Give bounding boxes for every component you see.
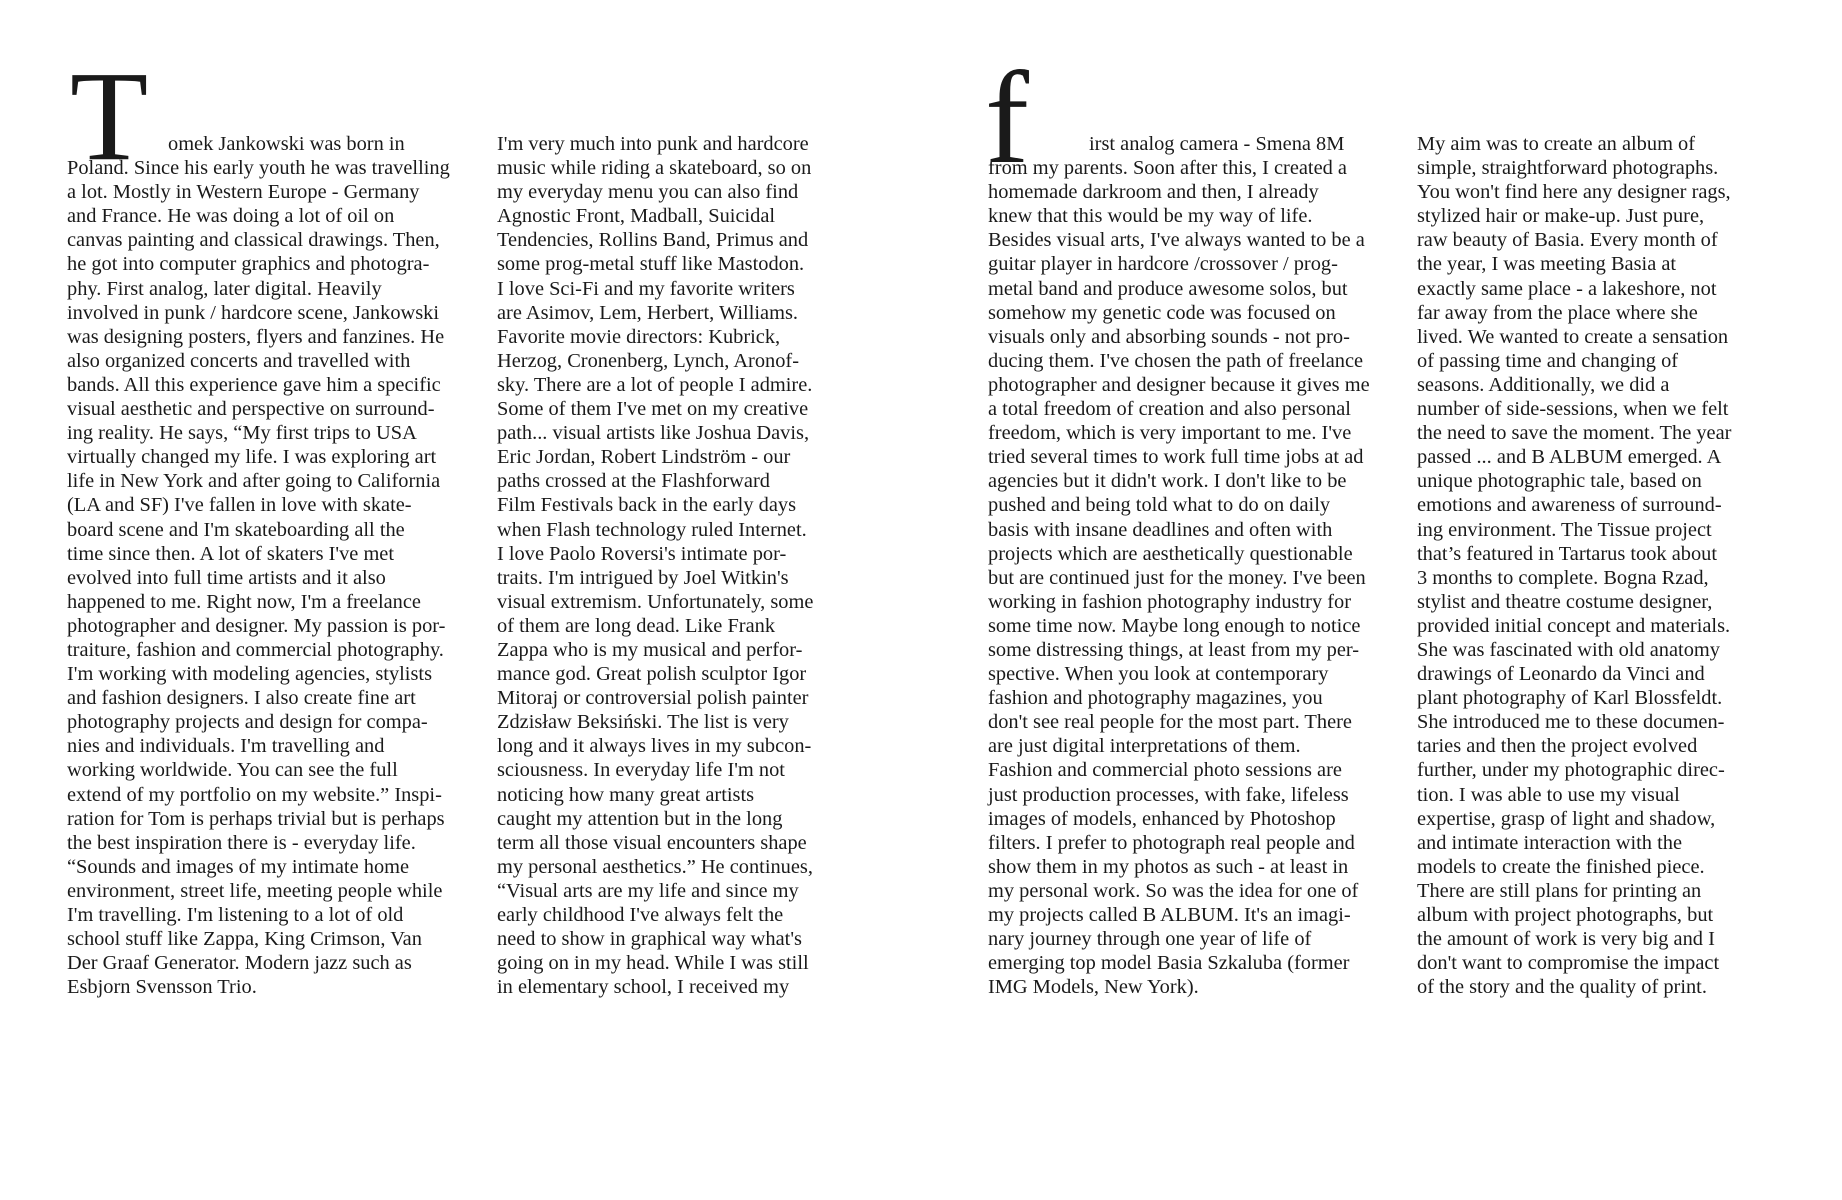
text-line: stylized hair or make-up. Just pure, — [1417, 205, 1705, 228]
text-line: omek Jankowski was born in — [168, 133, 405, 155]
text-line: photography projects and design for compa- — [67, 711, 428, 734]
text-line: a total freedom of creation and also personal — [988, 398, 1351, 421]
text-line: working in fashion photography industry for — [988, 590, 1352, 613]
text-line: somehow my genetic code was focused on — [988, 301, 1336, 324]
text-line: of them are long dead. Like Frank — [497, 614, 776, 637]
text-line: freedom, which is very important to me. I've — [988, 422, 1352, 445]
text-line: far away from the place where she — [1417, 301, 1698, 324]
text-line: agencies but it didn't work. I don't like to be — [988, 470, 1347, 493]
text-line: filters. I prefer to photograph real people and — [988, 831, 1355, 854]
text-line: knew that this would be my way of life. — [988, 205, 1313, 228]
text-line: are Asimov, Lem, Herbert, Williams. — [497, 301, 798, 324]
text-line: visual aesthetic and perspective on surround- — [67, 398, 435, 421]
text-line: when Flash technology ruled Internet. — [497, 518, 807, 541]
text-line: long and it always lives in my subcon- — [497, 735, 812, 758]
text-line: term all those visual encounters shape — [497, 831, 807, 854]
text-line: She introduced me to these documen- — [1417, 711, 1725, 734]
text-line: spective. When you look at contemporary — [988, 663, 1329, 686]
text-line: I'm very much into punk and hardcore — [497, 133, 809, 155]
text-line: passed ... and B ALBUM emerged. A — [1417, 446, 1722, 469]
text-line: environment, street life, meeting people while — [67, 879, 443, 902]
text-line: Esbjorn Svensson Trio. — [67, 976, 257, 999]
text-line: but are continued just for the money. I've been — [988, 566, 1366, 589]
text-line: some distressing things, at least from my per- — [988, 638, 1360, 661]
text-line: Fashion and commercial photo sessions are — [988, 759, 1342, 782]
text-line: IMG Models, New York). — [988, 976, 1199, 999]
text-line: seasons. Additionally, we did a — [1417, 373, 1670, 396]
text-line: projects which are aesthetically questionable — [988, 542, 1353, 565]
text-line: sciousness. In everyday life I'm not — [497, 759, 785, 782]
text-line: the amount of work is very big and I — [1417, 928, 1715, 951]
text-line: also organized concerts and travelled with — [67, 349, 411, 372]
text-line: visual extremism. Unfortunately, some — [497, 590, 814, 613]
text-line: of passing time and changing of — [1417, 349, 1679, 372]
text-line: school stuff like Zappa, King Crimson, Van — [67, 928, 422, 951]
text-line: was designing posters, flyers and fanzines. He — [67, 325, 445, 348]
text-line: the best inspiration there is - everyday life. — [67, 831, 416, 854]
text-line: and fashion designers. I also create fine art — [67, 687, 416, 710]
text-line: taries and then the project evolved — [1417, 735, 1698, 758]
text-line: going on in my head. While I was still — [497, 952, 809, 975]
text-line: number of side-sessions, when we felt — [1417, 398, 1729, 421]
text-line: show them in my photos as such - at least in — [988, 855, 1349, 878]
text-line: my personal aesthetics.” He continues, — [497, 855, 813, 878]
text-line: ducing them. I've chosen the path of freelance — [988, 349, 1364, 372]
text-line: some time now. Maybe long enough to notice — [988, 614, 1361, 637]
text-line: time since then. A lot of skaters I've met — [67, 542, 395, 565]
text-line: photographer and designer. My passion is por- — [67, 614, 446, 637]
text-line: happened to me. Right now, I'm a freelance — [67, 590, 421, 613]
text-line: unique photographic tale, based on — [1417, 470, 1702, 493]
text-line: evolved into full time artists and it also — [67, 566, 386, 589]
text-line: board scene and I'm skateboarding all the — [67, 518, 405, 541]
text-line: from my parents. Soon after this, I created a — [988, 157, 1347, 180]
text-line: ing environment. The Tissue project — [1417, 518, 1712, 541]
text-line: Agnostic Front, Madball, Suicidal — [497, 205, 776, 228]
text-line: traits. I'm intrigued by Joel Witkin's — [497, 566, 789, 589]
text-line: basis with insane deadlines and often with — [988, 518, 1333, 541]
text-line: that’s featured in Tartarus took about — [1417, 542, 1718, 565]
text-line: phy. First analog, later digital. Heavily — [67, 277, 382, 300]
text-line: homemade darkroom and then, I already — [988, 181, 1319, 204]
text-line: Mitoraj or controversial polish painter — [497, 687, 809, 710]
text-line: need to show in graphical way what's — [497, 928, 802, 951]
drop-cap-right: f — [985, 44, 1029, 191]
text-line: (LA and SF) I've fallen in love with skate- — [67, 494, 412, 517]
text-line: he got into computer graphics and photogra- — [67, 253, 430, 276]
text-line: ration for Tom is perhaps trivial but is perhaps — [67, 807, 445, 830]
text-line: don't want to compromise the impact — [1417, 952, 1720, 975]
text-line: models to create the finished piece. — [1417, 855, 1705, 878]
text-line: drawings of Leonardo da Vinci and — [1417, 663, 1705, 686]
text-line: album with project photographs, but — [1417, 904, 1714, 926]
text-line: my projects called B ALBUM. It's an imagi- — [988, 904, 1351, 926]
text-line: are just digital interpretations of them. — [988, 735, 1301, 758]
text-line: She was fascinated with old anatomy — [1417, 638, 1720, 661]
text-line: My aim was to create an album of — [1417, 133, 1696, 155]
text-line: traiture, fashion and commercial photography. — [67, 638, 444, 661]
text-line: path... visual artists like Joshua Davis, — [497, 422, 810, 445]
text-line: just production processes, with fake, lifeless — [988, 783, 1349, 806]
text-line: Film Festivals back in the early days — [497, 494, 797, 517]
text-line: Zdzisław Beksiński. The list is very — [497, 711, 789, 734]
text-line: sky. There are a lot of people I admire. — [497, 373, 813, 396]
text-line: simple, straightforward photographs. — [1417, 157, 1719, 180]
text-line: Der Graaf Generator. Modern jazz such as — [67, 952, 412, 975]
text-line: Besides visual arts, I've always wanted to be a — [988, 229, 1365, 252]
text-line: raw beauty of Basia. Every month of — [1417, 229, 1718, 252]
text-line: canvas painting and classical drawings. Then, — [67, 229, 440, 252]
text-line: don't see real people for the most part. There — [988, 711, 1352, 734]
text-line: in elementary school, I received my — [497, 976, 790, 999]
text-line: plant photography of Karl Blossfeldt. — [1417, 687, 1723, 710]
text-line: extend of my portfolio on my website.” Inspi- — [67, 783, 442, 806]
text-line: ing reality. He says, “My first trips to USA — [67, 422, 417, 445]
text-line: You won't find here any designer rags, — [1417, 181, 1731, 204]
text-line: I'm travelling. I'm listening to a lot of old — [67, 904, 404, 926]
text-line: tion. I was able to use my visual — [1417, 783, 1680, 806]
text-line: of the story and the quality of print. — [1417, 976, 1707, 999]
text-line: photographer and designer because it gives me — [988, 373, 1370, 396]
text-line: bands. All this experience gave him a specific — [67, 373, 441, 396]
text-line: stylist and theatre costume designer, — [1417, 590, 1713, 613]
text-line: life in New York and after going to California — [67, 470, 441, 493]
text-line: metal band and produce awesome solos, but — [988, 277, 1348, 300]
text-line: “Visual arts are my life and since my — [497, 879, 799, 902]
text-line: emotions and awareness of surround- — [1417, 494, 1722, 517]
text-line: I love Sci-Fi and my favorite writers — [497, 277, 795, 300]
text-column-3 — [988, 132, 1370, 999]
text-line: noticing how many great artists — [497, 783, 755, 806]
text-line: working worldwide. You can see the full — [67, 759, 398, 782]
text-line: Zappa who is my musical and perfor- — [497, 638, 803, 661]
text-line: irst analog camera - Smena 8M — [1089, 133, 1345, 155]
text-line: pushed and being told what to do on daily — [988, 494, 1331, 517]
text-line: fashion and photography magazines, you — [988, 687, 1323, 710]
text-line: some prog-metal stuff like Mastodon. — [497, 253, 805, 276]
text-line: Herzog, Cronenberg, Lynch, Aronof- — [497, 349, 800, 372]
text-line: Tendencies, Rollins Band, Primus and — [497, 229, 809, 252]
text-line: involved in punk / hardcore scene, Jankowski — [67, 301, 440, 324]
text-line: paths crossed at the Flashforward — [497, 470, 770, 493]
text-line: expertise, grasp of light and shadow, — [1417, 807, 1716, 830]
text-line: Some of them I've met on my creative — [497, 398, 809, 421]
text-column-4 — [1417, 132, 1731, 999]
text-line: provided initial concept and materials. — [1417, 614, 1731, 637]
text-line: nary journey through one year of life of — [988, 928, 1312, 951]
text-line: 3 months to complete. Bogna Rzad, — [1417, 566, 1709, 589]
text-line: mance god. Great polish sculptor Igor — [497, 663, 807, 686]
text-line: exactly same place - a lakeshore, not — [1417, 277, 1717, 300]
text-line: I love Paolo Roversi's intimate por- — [497, 542, 787, 565]
text-line: music while riding a skateboard, so on — [497, 157, 812, 180]
text-line: nies and individuals. I'm travelling and — [67, 735, 385, 758]
text-line: tried several times to work full time jobs at ad — [988, 446, 1364, 469]
text-line: images of models, enhanced by Photoshop — [988, 807, 1336, 830]
drop-cap-left: T — [70, 45, 149, 187]
text-column-2 — [497, 132, 813, 999]
text-line: the year, I was meeting Basia at — [1417, 253, 1677, 276]
text-line: There are still plans for printing an — [1417, 879, 1702, 902]
text-line: my personal work. So was the idea for one of — [988, 879, 1359, 902]
text-line: further, under my photographic direc- — [1417, 759, 1725, 782]
text-line: and intimate interaction with the — [1417, 831, 1682, 854]
text-line: virtually changed my life. I was exploring art — [67, 446, 437, 469]
text-line: my everyday menu you can also find — [497, 181, 799, 204]
text-line: “Sounds and images of my intimate home — [67, 855, 410, 878]
text-line: I'm working with modeling agencies, stylists — [67, 663, 433, 686]
text-line: the need to save the moment. The year — [1417, 422, 1732, 445]
text-line: lived. We wanted to create a sensation — [1417, 325, 1729, 348]
text-line: emerging top model Basia Szkaluba (former — [988, 952, 1350, 975]
text-line: Poland. Since his early youth he was travelling — [67, 157, 450, 180]
text-line: Favorite movie directors: Kubrick, — [497, 325, 781, 348]
text-line: Eric Jordan, Robert Lindström - our — [497, 446, 791, 469]
text-line: a lot. Mostly in Western Europe - Germany — [67, 181, 420, 204]
text-column-1 — [67, 132, 450, 999]
text-line: visuals only and absorbing sounds - not pro- — [988, 325, 1350, 348]
text-line: and France. He was doing a lot of oil on — [67, 205, 395, 228]
text-line: early childhood I've always felt the — [497, 904, 784, 926]
text-line: guitar player in hardcore /crossover / prog- — [988, 253, 1338, 276]
text-line: caught my attention but in the long — [497, 807, 783, 830]
